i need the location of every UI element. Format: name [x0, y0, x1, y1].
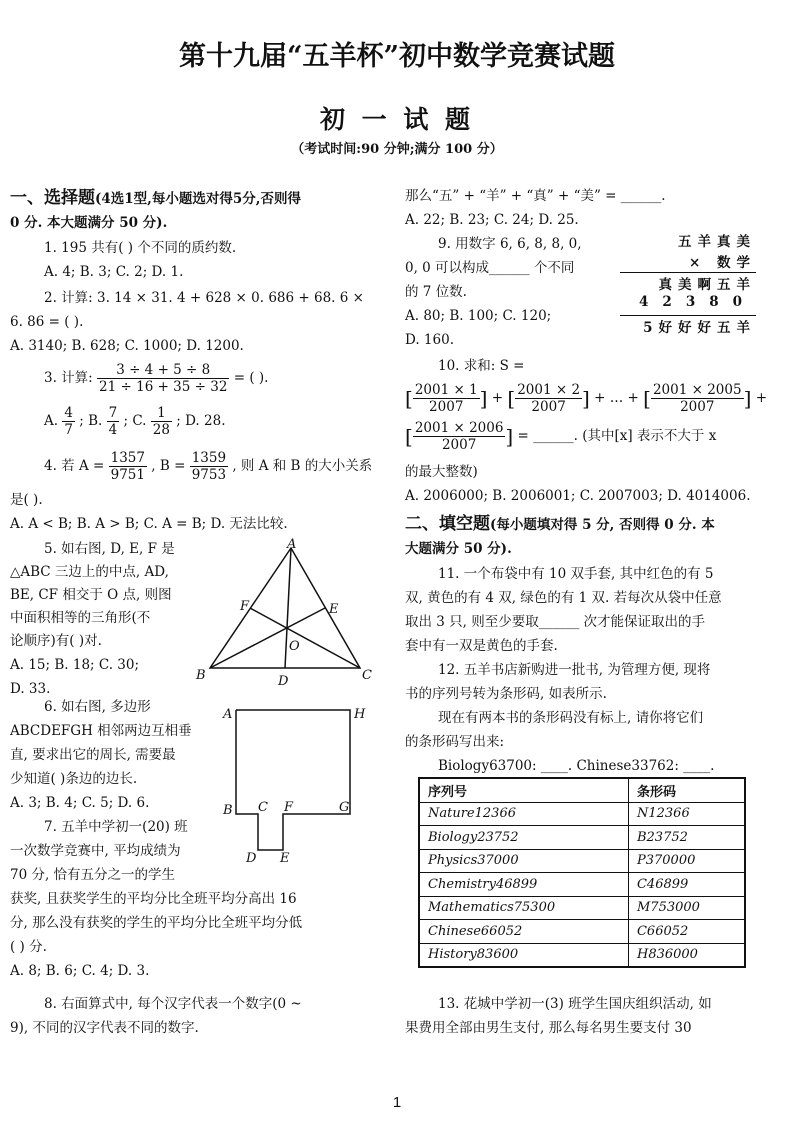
- q4-options: A. A < B; B. A > B; C. A = B; D. 无法比较.: [10, 516, 288, 532]
- q2-line1: 2. 计算: 3. 14 × 31. 4 + 628 × 0. 686 + 68. 6 ×: [44, 290, 364, 306]
- cell-serial: Chemistry46899: [419, 873, 628, 897]
- table-row: [419, 849, 745, 873]
- table-row: [419, 826, 745, 850]
- label-h: H: [354, 707, 366, 722]
- label-b: B: [196, 668, 206, 683]
- q8-l2: 9), 不同的汉字代表不同的数字.: [10, 1020, 199, 1036]
- q7-l4: 获奖, 且获奖学生的平均分比全班平均分高出 16: [10, 891, 297, 907]
- cell-barcode: C46899: [628, 873, 745, 897]
- label-e: E: [329, 602, 339, 617]
- label-f: F: [240, 599, 250, 614]
- cell-serial: Mathematics75300: [419, 896, 628, 920]
- barcode-table: [418, 777, 746, 968]
- q11-l2: 双, 黄色的有 4 双, 绿色的有 1 双. 若每次从袋中任意: [405, 590, 722, 606]
- label-c: C: [258, 800, 268, 815]
- header-serial: 序列号: [419, 778, 628, 802]
- label-f: F: [284, 800, 294, 815]
- q7-l2: 一次数学竞赛中, 平均成绩为: [10, 843, 181, 859]
- q7-l1: 7. 五羊中学初一(20) 班: [44, 819, 188, 835]
- q6-l3: 直, 要求出它的周长, 需要最: [10, 747, 176, 763]
- label-b: B: [223, 803, 233, 818]
- q6-l1: 6. 如右图, 多边形: [44, 699, 151, 715]
- q1-text: 1. 195 共有( ) 个不同的质约数.: [44, 240, 237, 256]
- q8-l1: 8. 右面算式中, 每个汉字代表一个数字(0 ~: [44, 996, 302, 1012]
- q5-options: A. 15; B. 18; C. 30;: [10, 657, 140, 673]
- q2-options: A. 3140; B. 628; C. 1000; D. 1200.: [10, 338, 244, 354]
- q6-l4: 少知道( )条边的边长.: [10, 771, 138, 787]
- q6-l2: ABCDEFGH 相邻两边互相垂: [10, 723, 192, 739]
- q5-l5: 论顺序)有( )对.: [10, 633, 102, 649]
- q10-sum: [ $\frac{2001 \times 1}{2007}$ ] + [ $\frac{2001 \times 2}{2007}$ ] + … + [ $\frac{2001 \times 2005}{2007}$ ] +: [405, 382, 767, 416]
- cell-barcode: P370000: [628, 849, 745, 873]
- q6-options: A. 3; B. 4; C. 5; D. 6.: [10, 795, 150, 811]
- table-row: [419, 873, 745, 897]
- page-title: 第十九届“五羊杯”初中数学竞赛试题: [178, 41, 616, 72]
- q12-l4: 的条形码写出来:: [405, 734, 505, 750]
- q7-l3: 70 分, 恰有五分之一的学生: [10, 867, 176, 883]
- q10-sum-end: [ $\frac{2001 \times 2006}{2007}$ ] = ______. (其中[x] 表示不大于 x: [405, 420, 717, 454]
- section2-header: 二、填空题(每小题填对得 5 分, 否则得 0 分. 本: [405, 514, 715, 534]
- label-d: D: [278, 674, 289, 689]
- q9-options: A. 80; B. 100; C. 120;: [405, 308, 552, 324]
- q4-line2: 是( ).: [10, 492, 43, 508]
- table-row: [419, 943, 745, 967]
- label-e: E: [280, 851, 290, 866]
- exam-info: （考试时间:90 分钟;满分 100 分）: [291, 142, 503, 157]
- q5-l2: △ABC 三边上的中点, AD,: [10, 564, 169, 580]
- table-row: [419, 802, 745, 826]
- section1-header: 一、选择题(4选1型,每小题选对得5分,否则得: [10, 188, 301, 208]
- q9-l2: 0, 0 可以构成______ 个不同: [405, 260, 575, 276]
- cell-barcode: M753000: [628, 896, 745, 920]
- q10-options: A. 2006000; B. 2006001; C. 2007003; D. 4014006.: [405, 488, 751, 504]
- q8-answer-line: 那么“五” + “羊” + “真” + “美” = ______.: [405, 188, 666, 204]
- section2-note: 大题满分 50 分).: [405, 541, 512, 557]
- puzzle-row-3: 真美啊五羊: [658, 277, 756, 293]
- triangle-figure: [192, 536, 378, 694]
- label-c: C: [362, 668, 372, 683]
- multiplication-puzzle: [620, 230, 756, 337]
- q10-l3: 的最大整数): [405, 464, 478, 480]
- puzzle-row-1: 五羊真美: [678, 234, 756, 250]
- q11-l3: 取出 3 只, 则至少要取______ 次才能保证取出的手: [405, 614, 706, 630]
- label-d: D: [246, 851, 257, 866]
- q1-options: A. 4; B. 3; C. 2; D. 1.: [44, 264, 184, 280]
- q7-l5: 分, 那么没有获奖的学生的平均分比全班平均分低: [10, 915, 303, 931]
- cell-barcode: N12366: [628, 802, 745, 826]
- polygon-figure: [220, 700, 380, 868]
- q12-l5: Biology63700: ____. Chinese33762: ____.: [438, 758, 715, 774]
- cell-serial: Biology23752: [419, 826, 628, 850]
- q11-l4: 套中有一双是黄色的手套.: [405, 638, 558, 654]
- q9-option-d: D. 160.: [405, 332, 454, 348]
- puzzle-row-4: 42380: [620, 294, 756, 316]
- label-a: A: [223, 707, 233, 722]
- label-a: A: [287, 537, 297, 552]
- page-subtitle: 初 一 试 题: [319, 105, 475, 134]
- cell-serial: History83600: [419, 943, 628, 967]
- q3-options: A. $\frac{4}{7}$ ; B. $\frac{7}{4}$ ; C. $\frac{1}{28}$ ; D. 28.: [44, 405, 226, 439]
- q5-l1: 5. 如右图, D, E, F 是: [44, 541, 175, 557]
- q10-label: 10. 求和: S =: [438, 358, 525, 374]
- section1-note: 0 分. 本大题满分 50 分).: [10, 215, 168, 231]
- cell-serial: Physics37000: [419, 849, 628, 873]
- q13-l2: 果费用全部由男生支付, 那么每名男生要支付 30: [405, 1020, 692, 1036]
- q8-options: A. 22; B. 23; C. 24; D. 25.: [405, 212, 579, 228]
- q7-l6: ( ) 分.: [10, 939, 47, 955]
- puzzle-row-5: 5好好好五羊: [643, 320, 756, 336]
- q2-line2: 6. 86 = ( ).: [10, 314, 84, 330]
- table-header-row: [419, 778, 745, 802]
- q12-l3: 现在有两本书的条形码没有标上, 请你将它们: [438, 710, 704, 726]
- table-row: [419, 896, 745, 920]
- q4-expression: 4. 若 A = $\frac{1357}{9751}$ , B = $\frac{1359}{9753}$ , 则 A 和 B 的大小关系: [44, 450, 373, 484]
- q5-l3: BE, CF 相交于 O 点, 则图: [10, 587, 172, 603]
- polygon-abcdefgh: [236, 710, 350, 850]
- q12-l2: 书的序列号转为条形码, 如表所示.: [405, 686, 607, 702]
- label-g: G: [339, 800, 350, 815]
- label-o: O: [289, 639, 300, 654]
- q5-option-d: D. 33.: [10, 681, 51, 697]
- q7-options: A. 8; B. 6; C. 4; D. 3.: [10, 963, 150, 979]
- q5-l4: 中面积相等的三角形(不: [10, 610, 151, 626]
- q9-l3: 的 7 位数.: [405, 284, 467, 300]
- cell-barcode: C66052: [628, 920, 745, 944]
- q9-l1: 9. 用数字 6, 6, 8, 8, 0,: [438, 236, 582, 252]
- header-barcode: 条形码: [628, 778, 745, 802]
- q3-expression: 3. 计算: $\frac{3 \div 4 + 5 \div 8}{21 \div 16 + 35 \div 32}$ = ( ).: [44, 362, 269, 396]
- cell-serial: Nature12366: [419, 802, 628, 826]
- cell-serial: Chinese66052: [419, 920, 628, 944]
- q13-l1: 13. 花城中学初一(3) 班学生国庆组织活动, 如: [438, 996, 712, 1012]
- cell-barcode: B23752: [628, 826, 745, 850]
- table-row: [419, 920, 745, 944]
- puzzle-row-2: × 数学: [620, 251, 756, 273]
- q12-l1: 12. 五羊书店新购进一批书, 为管理方便, 现将: [438, 662, 711, 678]
- q11-l1: 11. 一个布袋中有 10 双手套, 其中红色的有 5: [438, 566, 714, 582]
- cell-barcode: H836000: [628, 943, 745, 967]
- page-number: 1: [392, 1094, 402, 1111]
